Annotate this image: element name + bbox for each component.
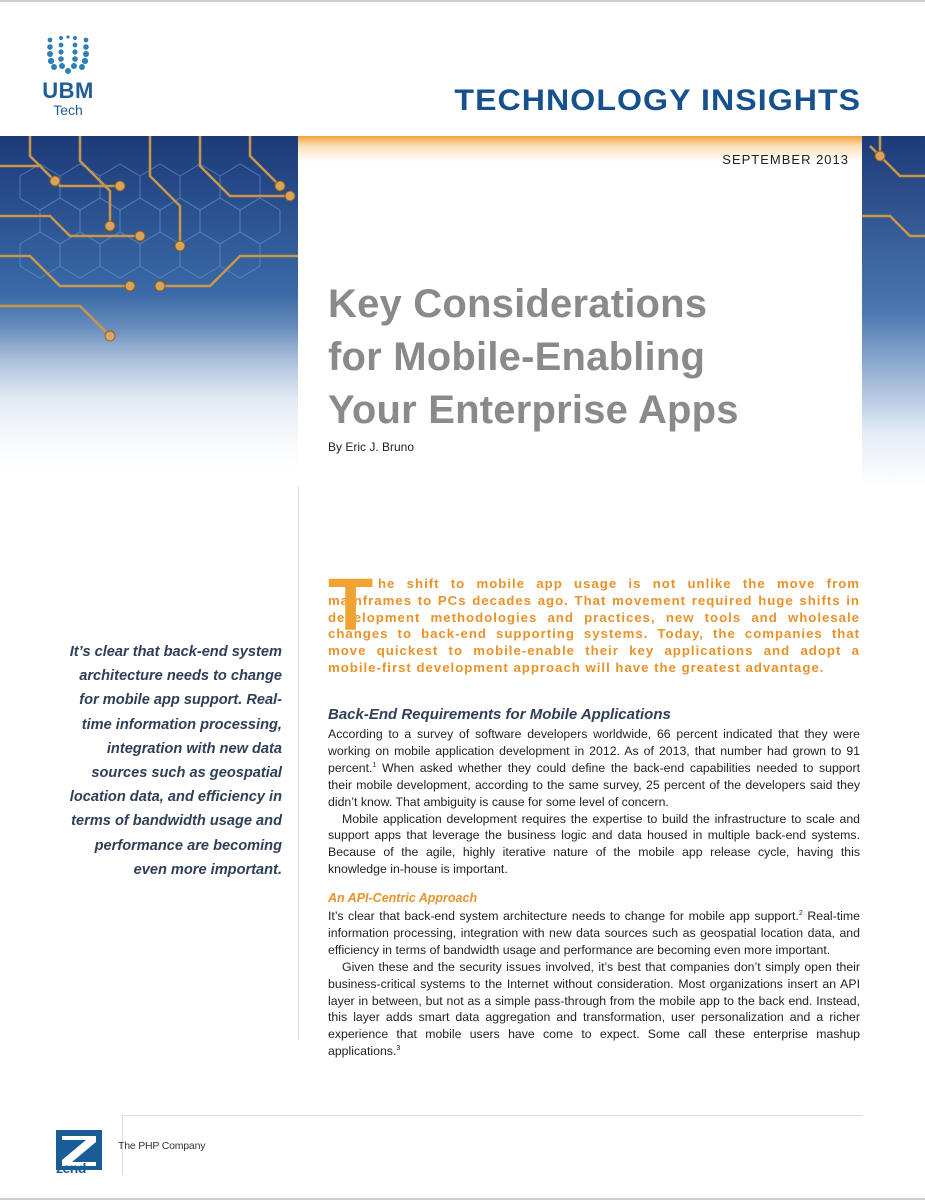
series-title: TECHNOLOGY INSIGHTS bbox=[454, 84, 861, 117]
paragraph bbox=[328, 726, 860, 811]
article-title bbox=[328, 278, 868, 437]
page-bottom-rule bbox=[0, 1198, 925, 1200]
text-run: Given these and the security issues involved, it’s best that companies don’t simply open their business-critical systems to the Internet without consideration. Most organizations insert an API layer in between, but not as a simple pass-through from the mobile app to the back end. Instead, this layer adds smart data aggregation and transformation, user personalization and a richer experience that mobile users have come to expect. Some call these enterprise mashup applications. bbox=[328, 959, 860, 1059]
title-line-3: Your Enterprise Apps bbox=[328, 388, 739, 432]
section-api-centric-body bbox=[328, 908, 860, 1060]
section-heading-api-centric: An API-Centric Approach bbox=[328, 891, 478, 905]
text-run: Real-time information processing, integration with new data sources such as geospatial location data, and efficiency in terms of bandwidth usage and performance are becoming even more important. bbox=[328, 909, 860, 957]
footnote-ref: 3 bbox=[396, 1045, 401, 1053]
pull-quote: It’s clear that back-end system architecture needs to change for mobile app support. Real-time information processing, integration with new data sources such as geospatial location data, and efficiency in terms of bandwidth usage and performance are becoming even more important. bbox=[69, 644, 282, 878]
text-run: When asked whether they could define the back-end capabilities needed to support their mobile development, according to the same survey, 25 percent of the developers said they didn’t know. That ambiguity is cause for some level of concern. bbox=[328, 760, 860, 809]
drop-cap: T bbox=[328, 563, 374, 646]
column-divider bbox=[298, 486, 299, 1040]
ubm-dots-icon bbox=[42, 34, 94, 76]
byline: By Eric J. Bruno bbox=[328, 440, 415, 454]
footnote-ref: 1 bbox=[372, 761, 377, 769]
footer-rule bbox=[122, 1115, 862, 1116]
paragraph bbox=[328, 908, 860, 959]
ubm-logo-text: UBM bbox=[42, 78, 94, 103]
intro-text: he shift to mobile app usage is not unlike the move from mainframes to PCs decades ago. That movement required huge shifts in development methodologies and practices, new tools and wholesale changes to back-end supporting systems. Today, the companies that move quickest to mobile-enable their key applications and adopt a mobile-first development approach will have the greatest advantage. bbox=[328, 576, 860, 675]
text-run: According to a survey of software developers worldwide, 66 percent indicated that they were working on mobile application development in 2012. As of 2013, that number had grown to 91 percent. bbox=[328, 727, 860, 775]
zend-logo-text: zend bbox=[56, 1160, 86, 1176]
section-back-end-body bbox=[328, 726, 860, 878]
title-line-2: for Mobile-Enabling bbox=[328, 335, 706, 379]
section-heading-back-end: Back-End Requirements for Mobile Applications bbox=[328, 706, 671, 723]
paragraph bbox=[328, 959, 860, 1060]
publication-date: SEPTEMBER 2013 bbox=[722, 152, 849, 167]
sponsor-tagline: The PHP Company bbox=[118, 1140, 206, 1152]
paragraph: Mobile application development requires the expertise to build the infrastructure to scale and support apps that leverage the business logic and data housed in multiple back-end systems. Because of the agile, highly iterative nature of the mobile app release cycle, having this knowledge in-house is important. bbox=[328, 811, 860, 877]
title-line-1: Key Considerations bbox=[328, 282, 708, 326]
text-run: It’s clear that back-end system architecture needs to change for mobile app support. bbox=[328, 909, 799, 923]
intro-paragraph bbox=[328, 563, 860, 677]
footnote-ref: 2 bbox=[798, 909, 803, 917]
ubm-tech-logo bbox=[36, 34, 100, 124]
page-top-rule bbox=[0, 0, 925, 2]
ubm-logo-subtext: Tech bbox=[53, 102, 83, 118]
